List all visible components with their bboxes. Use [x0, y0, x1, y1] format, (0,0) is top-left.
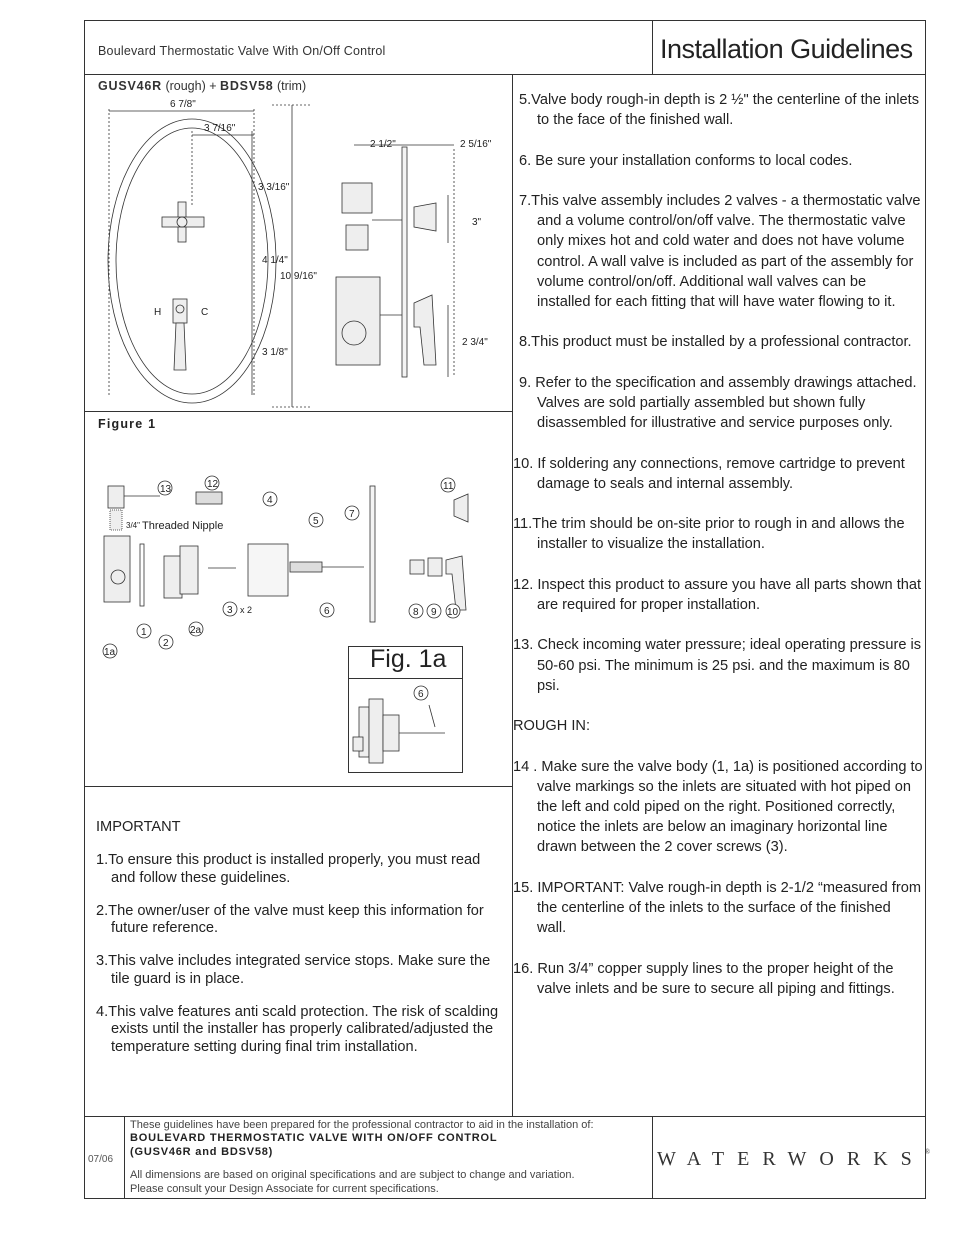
important-notes — [96, 819, 504, 1056]
trim-label: (trim) — [276, 79, 307, 93]
fig1a-label: Fig. 1a — [370, 645, 447, 673]
note-4: 4.This valve features anti scald protection. The risk of scalding exists until the installer has properly calibrated/adjusted the temperature setting during final trim installation. — [96, 1004, 499, 1055]
screws-quantity: x 2 — [240, 605, 253, 615]
instruction-16: 16. Run 3/4” copper supply lines to the proper height of the valve inlets and be sure to secure all piping and fittings. — [513, 960, 895, 997]
instruction-15: 15. IMPORTANT: Valve rough-in depth is 2-1/2 “measured from the centerline of the inlets to the surface of the finished wall. — [513, 879, 921, 937]
page-title: Installation Guidelines — [660, 34, 913, 64]
fig1a-callout-6: 6 — [418, 689, 424, 700]
instruction-13: 13. Check incoming water pressure; ideal operating pressure is 50-60 psi. The minimum is 25 psi. and the maximum is 80 psi. — [513, 637, 922, 694]
footer-disclaimer-1: All dimensions are based on original specifications and are subject to change and variation. — [130, 1169, 575, 1182]
callout-1a: 1a — [104, 647, 116, 658]
callout-1: 1 — [141, 627, 147, 638]
note-1: 1.To ensure this product is installed properly, you must read and follow these guidelines. — [96, 852, 481, 886]
dim-depth-a: 2 1/2" — [370, 139, 396, 150]
footer-text — [130, 1119, 652, 1196]
dim-overall-width: 6 7/8" — [170, 99, 196, 110]
callout-10: 10 — [447, 607, 459, 618]
callout-9: 9 — [431, 607, 437, 618]
threaded-nipple-label: Threaded Nipple — [142, 520, 224, 532]
brand-logo: WATERWORKS® — [657, 1148, 931, 1170]
instruction-11: 11.The trim should be on-site prior to rough in and allows the installer to visualize the installation. — [513, 516, 905, 553]
fig1a-drawing — [349, 679, 462, 772]
footer-product-codes: (GUSV46R and BDSV58) — [130, 1145, 274, 1158]
callout-5: 5 — [313, 516, 319, 527]
rough-code: GUSV46R — [98, 79, 162, 93]
hot-label: H — [154, 307, 162, 318]
footer-rule — [84, 1116, 926, 1117]
note-3: 3.This valve includes integrated service stops. Make sure the tile guard is in place. — [96, 953, 491, 987]
lever-handle-icon — [173, 299, 187, 370]
registered-mark: ® — [924, 1148, 931, 1156]
svg-text:3/4": 3/4" — [126, 521, 140, 530]
callout-8: 7 — [349, 509, 355, 520]
dimension-drawing — [84, 95, 512, 411]
instruction-9: 9. Refer to the specification and assembly drawings attached. Valves are sold partially assembled but shown fully disassembled for illustrative and service purposes only. — [519, 374, 917, 432]
dim-handle-lower: 2 3/4" — [462, 337, 488, 348]
rough-in-heading: ROUGH IN: — [513, 718, 591, 735]
footer-intro: These guidelines have been prepared for the professional contractor to aid in the installation of: — [130, 1119, 594, 1131]
header-divider — [652, 20, 653, 74]
escutcheon-outer — [108, 119, 276, 403]
plus-sign: + — [209, 79, 217, 93]
callout-2: 2 — [163, 638, 169, 649]
figure1-label: Figure 1 — [98, 417, 157, 431]
instruction-12: 12. Inspect this product to assure you have all parts shown that are required for proper installation. — [513, 576, 922, 613]
callout-7: 8 — [413, 607, 419, 618]
callout-4: 4 — [267, 495, 273, 506]
instruction-14: 14 . Make sure the valve body (1, 1a) is positioned according to valve markings so the inlets are situated with hot piped on the left and cold piped on the right. Positioned correctly, notice the inlets are below an imaginary horizontal line drawn between the 2 cover screws (3). — [513, 758, 923, 856]
revision-date: 07/06 — [88, 1154, 114, 1165]
instruction-7: 7.This valve assembly includes 2 valves - a thermostatic valve and a volume control/on/off valve. The thermostatic valve only mixes hot and cold water and does not have volume control. A wall valve is included as part of the assembly for volume control/on/off. Additional wall valves can be installed for each fitting that will have water flowing to it. — [519, 192, 921, 310]
side-wall-plate — [402, 147, 407, 377]
dim-middle: 4 1/4" — [262, 255, 288, 266]
dim-total-height: 10 9/16" — [280, 271, 317, 282]
dim-handle-upper: 3" — [472, 217, 482, 228]
dim-lower: 3 1/8" — [262, 347, 288, 358]
header-rule — [84, 74, 926, 75]
model-line — [98, 79, 306, 93]
callout-3: 3 — [227, 605, 233, 616]
instruction-10: 10. If soldering any connections, remove cartridge to prevent damage to seals and internal assembly. — [513, 455, 905, 492]
callout-13: 13 — [160, 484, 172, 495]
instruction-8: 8.This product must be installed by a professional contractor. — [519, 334, 912, 351]
dim-half-width: 3 7/16" — [204, 123, 236, 134]
figure-rule — [84, 411, 512, 412]
cold-label: C — [201, 307, 209, 318]
dim-depth-b: 2 5/16" — [460, 139, 492, 150]
callout-2a: 2a — [190, 625, 202, 636]
instruction-5: 5.Valve body rough-in depth is 2 ½" the centerline of the inlets to the face of the finished wall. — [519, 92, 920, 129]
trim-code: BDSV58 — [220, 79, 274, 93]
exploded-view-drawing — [84, 470, 512, 660]
callout-12: 12 — [207, 479, 219, 490]
cross-handle-icon — [162, 202, 204, 242]
callout-11: 11 — [443, 481, 454, 492]
note-2: 2.The owner/user of the valve must keep this information for future reference. — [96, 902, 484, 937]
instruction-6: 6. Be sure your installation conforms to local codes. — [519, 152, 853, 169]
figure1-bottom-rule — [84, 786, 512, 787]
callout-6: 6 — [324, 606, 330, 617]
rough-label: (rough) — [165, 79, 206, 93]
footer-disclaimer-2: Please consult your Design Associate for current specifications. — [130, 1182, 439, 1195]
dim-upper: 3 3/16" — [258, 182, 290, 193]
footer-divider-right — [652, 1116, 653, 1199]
important-heading: IMPORTANT — [96, 819, 181, 835]
right-instructions — [513, 90, 923, 999]
footer-divider-left — [124, 1116, 125, 1199]
footer-product-name: BOULEVARD THERMOSTATIC VALVE WITH ON/OFF CONTROL — [130, 1132, 498, 1145]
product-line: Boulevard Thermostatic Valve With On/Off Control — [98, 44, 386, 58]
